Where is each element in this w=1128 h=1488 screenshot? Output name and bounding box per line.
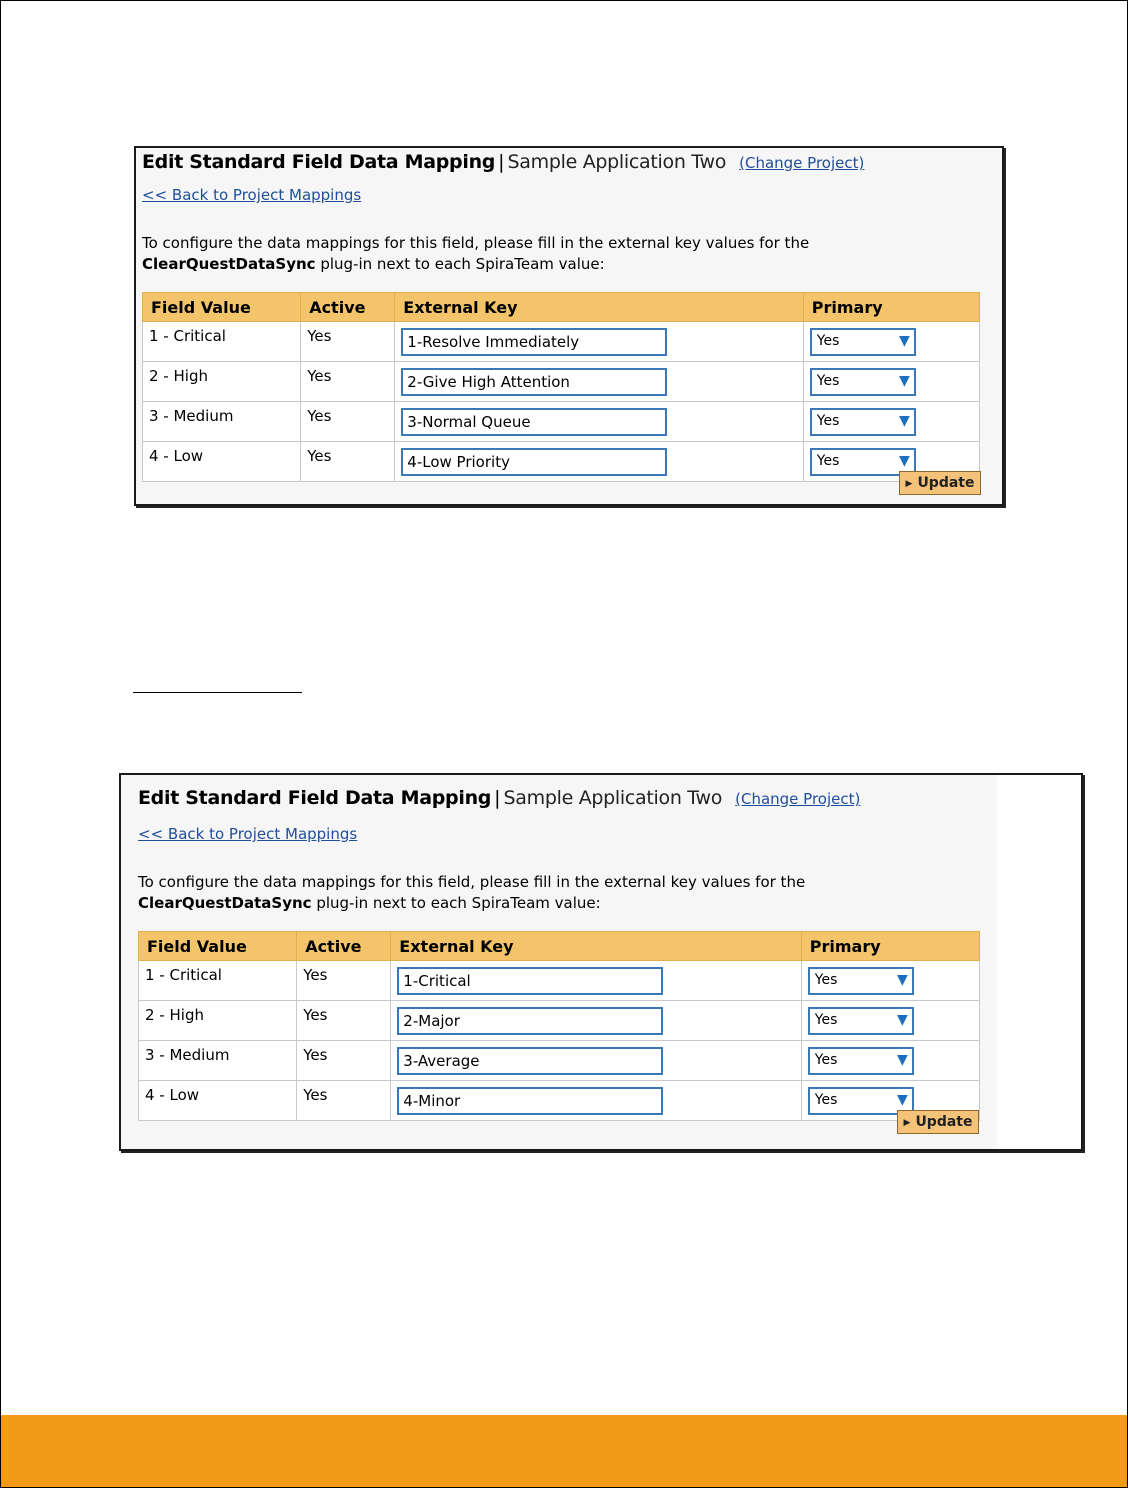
active-cell: Yes [301,402,395,442]
primary-select-value: Yes [816,412,840,429]
column-header-field-value: Field Value [143,293,301,322]
instructions-pre: To configure the data mappings for this field, please fill in the external key values for the [138,873,806,891]
update-button-label: Update [915,1114,973,1130]
external-key-cell [391,1001,801,1041]
active-cell: Yes [297,1041,391,1081]
page-title-text: Edit Standard Field Data Mapping [138,787,492,809]
primary-select[interactable] [810,328,916,356]
external-key-cell [391,1081,801,1121]
back-to-project-mappings-link[interactable]: << Back to Project Mappings [142,186,362,204]
primary-cell [801,1001,979,1041]
column-header-active: Active [297,932,391,961]
external-key-cell [395,362,803,402]
play-triangle-icon: ▶ [903,1118,911,1128]
external-key-cell [395,402,803,442]
table-row [143,402,980,442]
instructions-text [138,872,978,914]
footer-bar [1,1415,1127,1487]
instructions-post: plug-in next to each SpiraTeam value: [315,255,605,273]
field-value-cell: 1 - Critical [139,961,297,1001]
update-button[interactable] [897,1110,979,1134]
instructions-pre: To configure the data mappings for this field, please fill in the external key values for the [142,234,810,252]
column-header-field-value: Field Value [139,932,297,961]
column-header-external-key: External Key [395,293,803,322]
chevron-down-icon: ▼ [899,372,910,389]
column-header-primary: Primary [801,932,979,961]
external-key-input[interactable] [401,368,667,396]
primary-select[interactable] [810,368,916,396]
active-cell: Yes [297,961,391,1001]
primary-cell [801,961,979,1001]
screenshot-1 [134,146,1004,506]
active-cell: Yes [301,322,395,362]
primary-select-value: Yes [816,452,840,469]
plugin-name: ClearQuestDataSync [138,894,312,912]
active-cell: Yes [301,442,395,482]
external-key-cell [395,322,803,362]
external-key-cell [395,442,803,482]
primary-select-value: Yes [814,1051,838,1068]
external-key-input[interactable] [401,408,667,436]
chevron-down-icon: ▼ [899,332,910,349]
play-triangle-icon: ▶ [905,479,913,489]
external-key-input[interactable] [397,967,663,995]
table-header-row [139,932,980,961]
chevron-down-icon: ▼ [897,1011,908,1028]
table-row [139,961,980,1001]
primary-select[interactable] [810,408,916,436]
external-key-input[interactable] [401,448,667,476]
primary-select-value: Yes [816,372,840,389]
external-key-input[interactable] [397,1087,663,1115]
active-cell: Yes [301,362,395,402]
page-title-text: Edit Standard Field Data Mapping [142,151,496,173]
external-key-cell [391,1041,801,1081]
chevron-down-icon: ▼ [897,971,908,988]
primary-select[interactable] [808,967,914,995]
table-row [143,362,980,402]
primary-select-value: Yes [814,1011,838,1028]
active-cell: Yes [297,1081,391,1121]
table-row [139,1001,980,1041]
primary-select[interactable] [808,1007,914,1035]
primary-select-value: Yes [814,971,838,988]
plugin-name: ClearQuestDataSync [142,255,316,273]
title-separator: | [494,787,501,809]
chevron-down-icon: ▼ [897,1091,908,1108]
external-key-cell [391,961,801,1001]
mapping-table [138,931,980,1121]
mapping-panel [136,148,1002,504]
primary-select-value: Yes [816,332,840,349]
primary-cell [803,362,979,402]
mapping-table [142,292,980,482]
external-key-input[interactable] [397,1047,663,1075]
table-row [143,322,980,362]
screenshot-2 [119,773,1083,1151]
column-header-external-key: External Key [391,932,801,961]
page-title [142,151,864,173]
title-separator: | [498,151,505,173]
table-row [143,442,980,482]
page-title [138,787,860,809]
project-name: Sample Application Two [507,151,727,173]
primary-select[interactable] [808,1047,914,1075]
chevron-down-icon: ▼ [899,452,910,469]
mapping-panel [121,775,997,1149]
field-value-cell: 2 - High [139,1001,297,1041]
update-button[interactable] [899,471,981,495]
back-to-project-mappings-link[interactable]: << Back to Project Mappings [138,825,358,843]
field-value-cell: 3 - Medium [139,1041,297,1081]
field-value-cell: 4 - Low [143,442,301,482]
chevron-down-icon: ▼ [899,412,910,429]
project-name: Sample Application Two [503,787,723,809]
column-header-primary: Primary [803,293,979,322]
primary-cell [803,402,979,442]
primary-cell [803,322,979,362]
table-row [139,1081,980,1121]
change-project-link[interactable]: (Change Project) [735,790,861,808]
field-value-cell: 2 - High [143,362,301,402]
table-row [139,1041,980,1081]
table-header-row [143,293,980,322]
field-value-cell: 3 - Medium [143,402,301,442]
primary-select-value: Yes [814,1091,838,1108]
chevron-down-icon: ▼ [897,1051,908,1068]
divider-line [133,692,302,693]
external-key-input[interactable] [397,1007,663,1035]
field-value-cell: 1 - Critical [143,322,301,362]
active-cell: Yes [297,1001,391,1041]
primary-cell [801,1041,979,1081]
external-key-input[interactable] [401,328,667,356]
instructions-text [142,233,982,275]
column-header-active: Active [301,293,395,322]
update-button-label: Update [917,475,975,491]
field-value-cell: 4 - Low [139,1081,297,1121]
change-project-link[interactable]: (Change Project) [739,154,865,172]
instructions-post: plug-in next to each SpiraTeam value: [311,894,601,912]
